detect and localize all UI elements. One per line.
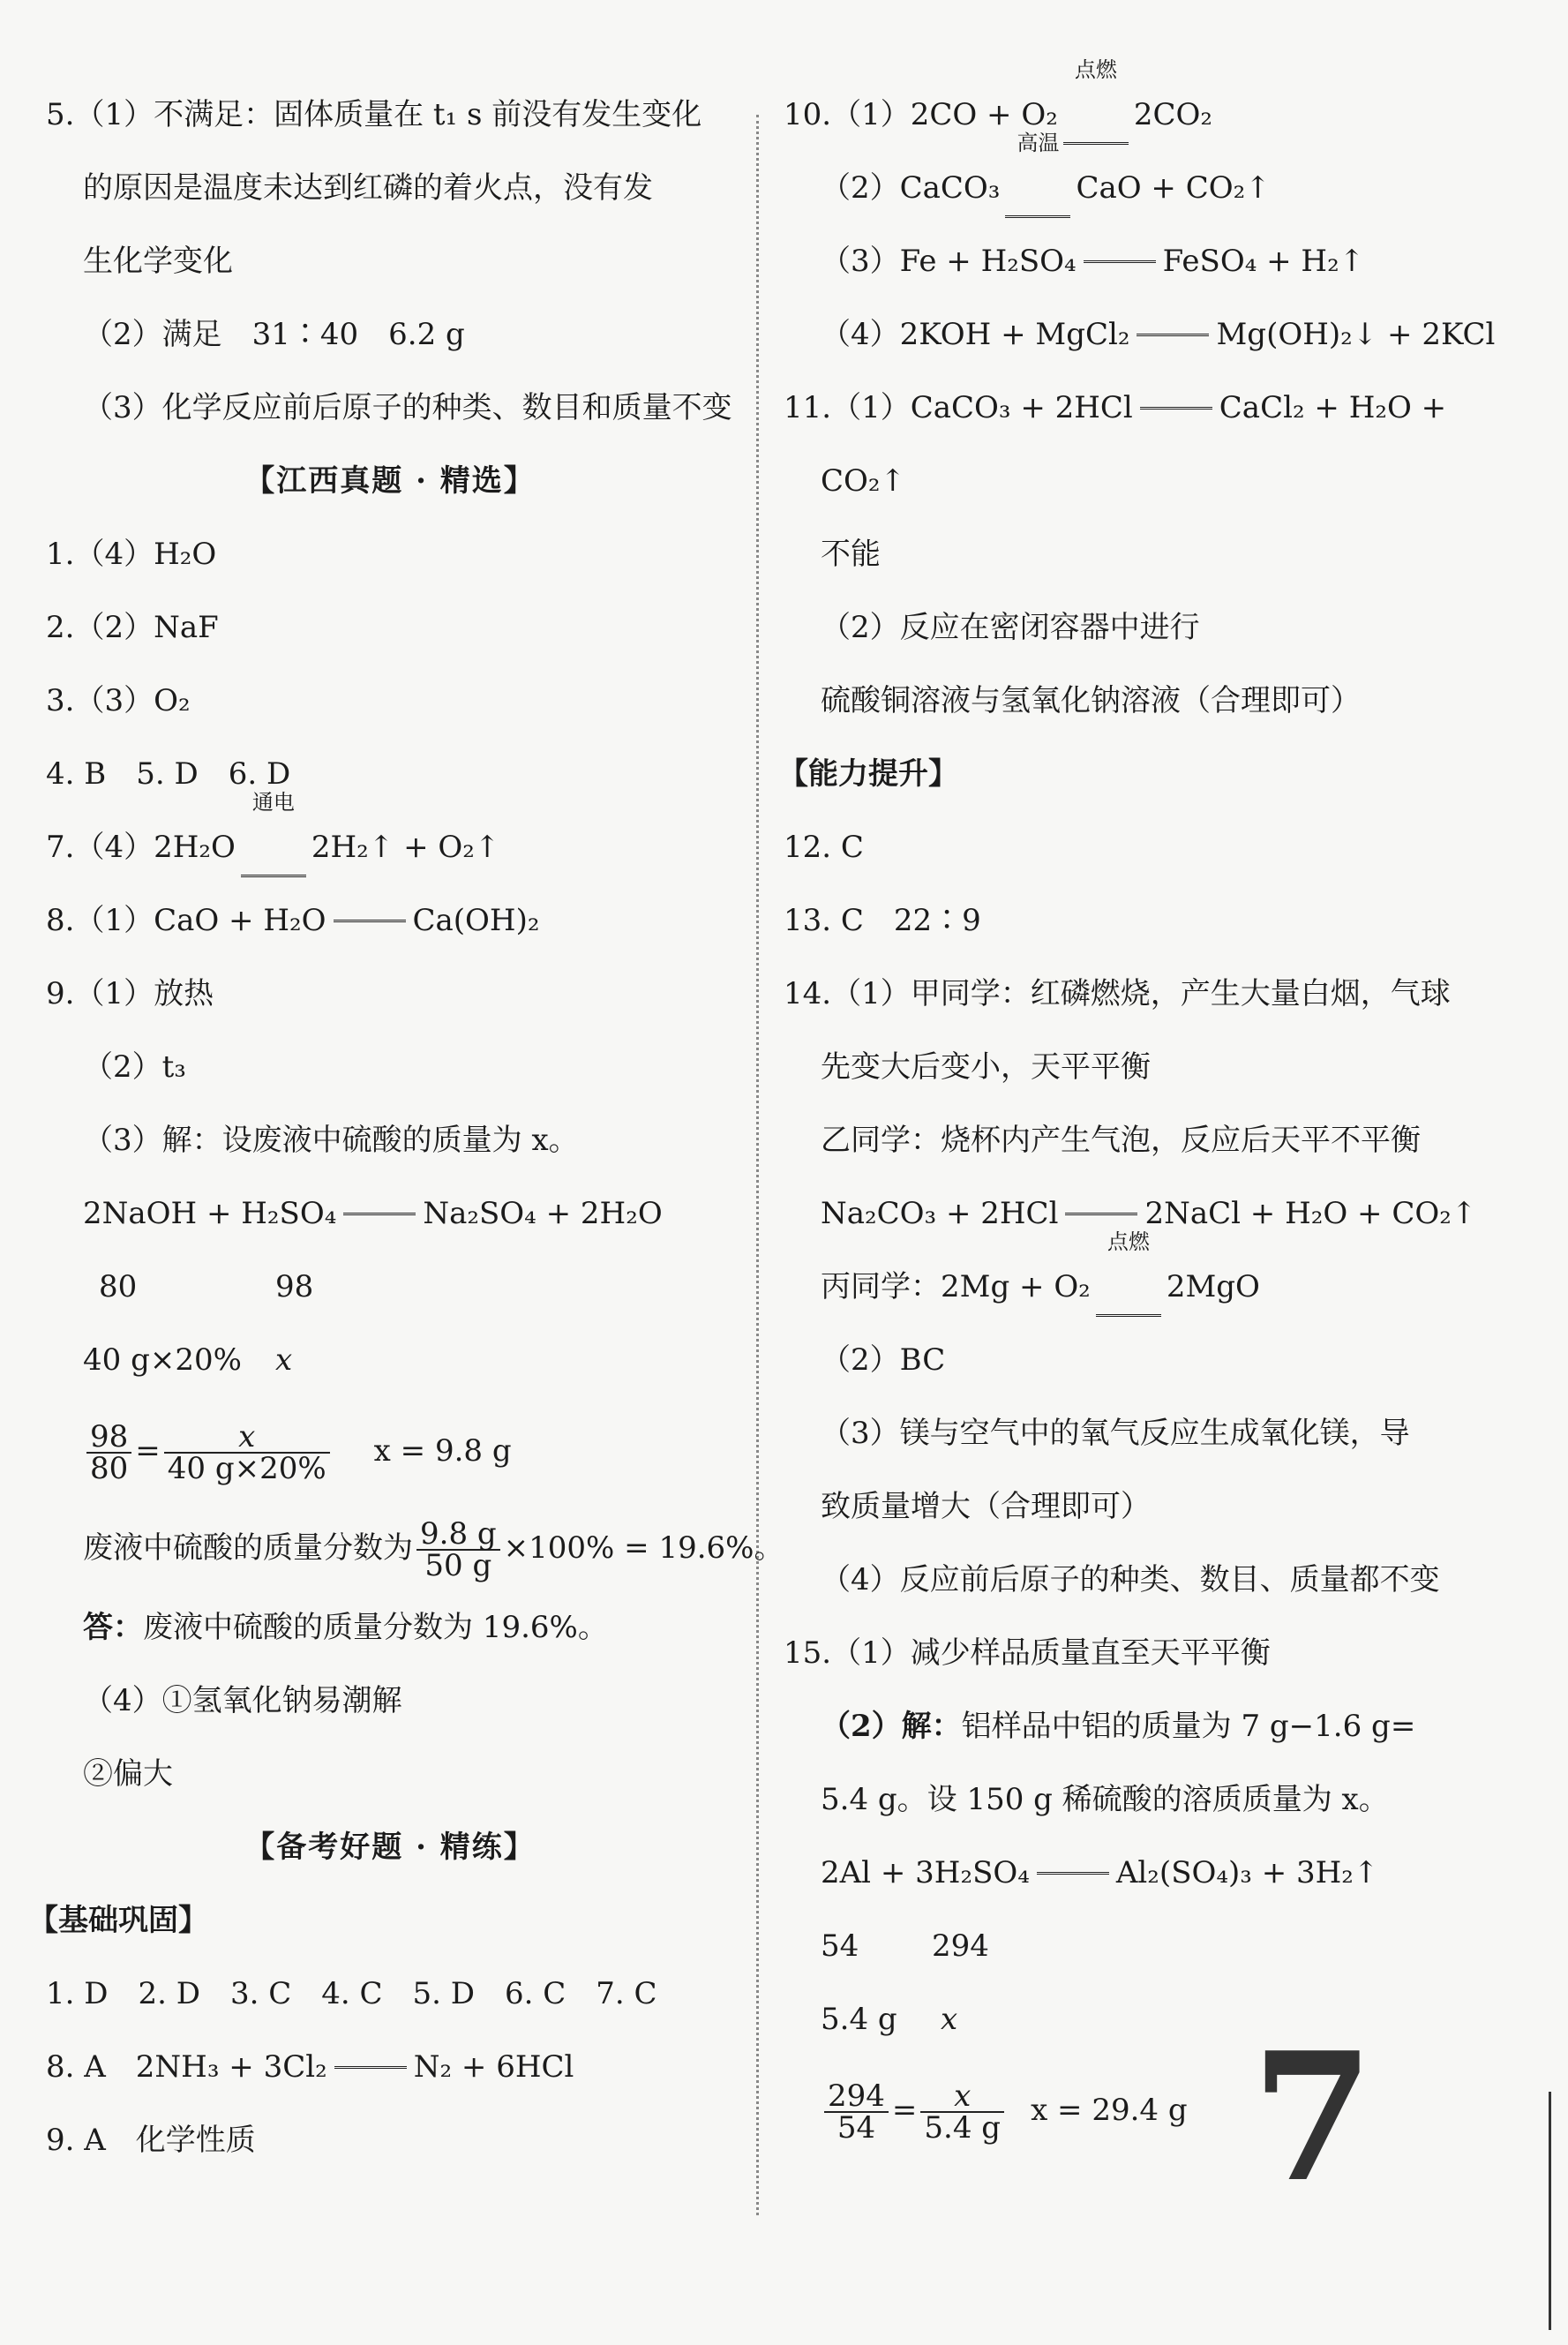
q14-bing-reactants: 丙同学：2Mg + O₂ <box>821 1269 1091 1304</box>
numerator: x <box>920 2081 1004 2113</box>
denominator: 50 g <box>424 1548 492 1583</box>
q14-part3-line2: 致质量增大（合理即可） <box>821 1489 1151 1524</box>
q1-answer: 1.（4）H₂O <box>46 537 217 572</box>
answer-label: 答： <box>83 1610 143 1645</box>
q15-reactants: 2Al + 3H₂SO₄ <box>821 1855 1030 1890</box>
q9-part2: （2）t₃ <box>83 1049 186 1085</box>
q5-part2: （2）满足 31∶40 6.2 g <box>83 317 465 352</box>
q10-2-reactants: （2）CaCO₃ <box>821 170 1001 206</box>
q9-equation <box>46 1187 734 1260</box>
q11-1-reactants: 11.（1）CaCO₃ + 2HCl <box>784 390 1133 425</box>
q1-7-answers: 1. D 2. D 3. C 4. C 5. D 6. C 7. C <box>46 1976 657 2011</box>
q9-proportion: $\frac{98}{80}$ = $\frac{x}{40 g\times 20\%}$ x = 9.8 g <box>46 1407 734 1504</box>
q14-bing-products: 2MgO <box>1166 1269 1260 1304</box>
q15-mass-h2so4: 294 <box>932 1928 989 1964</box>
section-heading-jiangxi: 【江西真题 · 精选】 <box>244 463 536 499</box>
q15-result: x = 29.4 g <box>1031 2093 1188 2128</box>
denominator: 5.4 g <box>924 2110 1002 2146</box>
fraction <box>920 2078 1004 2146</box>
q14-part4: （4）反应前后原子的种类、数目、质量都不变 <box>821 1562 1440 1597</box>
q14-part1-line1: 14.（1）甲同学：红磷燃烧，产生大量白烟，气球 <box>784 976 1451 1011</box>
page-edge-line <box>1549 2092 1551 2330</box>
q15-equation <box>784 1846 1481 1920</box>
q10-part2-equation <box>784 130 1481 235</box>
q9-mass-naoh: 80 <box>99 1269 138 1304</box>
q15-mass-al: 54 <box>821 1928 859 1964</box>
numerator: x <box>164 1422 330 1454</box>
reaction-condition-arrow <box>1063 56 1129 145</box>
q8b-equation <box>46 2041 734 2114</box>
q9-value-naoh: 40 g×20% <box>83 1342 242 1378</box>
right-column <box>778 56 1496 2163</box>
q15-value-al: 5.4 g <box>821 2002 897 2037</box>
q10-1-reactants: 10.（1）2CO + O₂ <box>784 97 1058 132</box>
q9-reactants: 2NaOH + H₂SO₄ <box>83 1196 337 1231</box>
q15-part2-text: 铝样品中铝的质量为 7 g−1.6 g= <box>961 1709 1416 1744</box>
q10-2-products: CaO + CO₂↑ <box>1076 170 1271 206</box>
q14-reactants: Na₂CO₃ + 2HCl <box>821 1196 1059 1231</box>
equals-arrow <box>1084 260 1156 263</box>
q15-value-x: x <box>941 2002 958 2037</box>
q5-part1-line1: 5.（1）不满足：固体质量在 t₁ s 前没有发生变化 <box>46 97 702 132</box>
fraction <box>824 2078 889 2146</box>
answer-text: 废液中硫酸的质量分数为 19.6%。 <box>143 1610 608 1645</box>
reaction-condition-arrow <box>1005 130 1070 218</box>
q5-part3: （3）化学反应前后原子的种类、数目和质量不变 <box>83 390 732 425</box>
q12-answer: 12. C <box>784 830 864 865</box>
q9-part3: （3）解：设废液中硫酸的质量为 x。 <box>83 1123 579 1158</box>
q11-part2: （2）反应在密闭容器中进行 <box>821 610 1200 645</box>
q11-part2-answer: 硫酸铜溶液与氢氧化钠溶液（合理即可） <box>821 683 1361 718</box>
q9-answer-statement <box>46 1601 734 1674</box>
q15-given-values <box>784 1993 1481 2066</box>
q9b-answer: 9. A 化学性质 <box>46 2123 256 2158</box>
equals-arrow <box>1037 1872 1109 1875</box>
numerator: 294 <box>824 2081 889 2113</box>
section-heading-nengli: 【能力提升】 <box>778 756 958 792</box>
denominator: 80 <box>90 1451 129 1486</box>
q9-mass-h2so4: 98 <box>275 1269 314 1304</box>
section-heading-jichu: 【基础巩固】 <box>28 1903 208 1938</box>
q9-value-x: x <box>275 1342 293 1378</box>
q15-part1: 15.（1）减少样品质量直至天平平衡 <box>784 1635 1271 1671</box>
q14-part2: （2）BC <box>821 1342 946 1378</box>
solution-label: （2）解： <box>821 1709 962 1744</box>
q7-products: 2H₂↑ + O₂↑ <box>311 830 500 865</box>
q8-reactants: 8.（1）CaO + H₂O <box>46 903 326 938</box>
q7-condition: 通电 <box>251 789 295 815</box>
q15-part2-line1 <box>784 1700 1481 1773</box>
equals-arrow <box>1137 334 1209 336</box>
q11-part1-equation <box>784 381 1481 455</box>
q11-part1-answer: 不能 <box>821 537 881 572</box>
q5-part1-line3: 生化学变化 <box>83 244 233 279</box>
q10-4-products: Mg(OH)₂↓ + 2KCl <box>1216 317 1496 352</box>
page-number: 7 <box>1251 2014 1375 2221</box>
denominator: 40 g×20% <box>167 1451 326 1486</box>
q9-given-values <box>46 1334 734 1407</box>
q9-result: x = 9.8 g <box>373 1433 512 1469</box>
q11-1-products: CaCl₂ + H₂O + <box>1219 390 1447 425</box>
q9-products: Na₂SO₄ + 2H₂O <box>423 1196 663 1231</box>
q7-reactants: 7.（4）2H₂O <box>46 830 236 865</box>
q8-products: Ca(OH)₂ <box>412 903 540 938</box>
q10-part4-equation <box>784 308 1496 381</box>
q14-part3-line1: （3）镁与空气中的氧气反应生成氧化镁，导 <box>821 1416 1410 1451</box>
q5-part1-line2: 的原因是温度未达到红磷的着火点，没有发 <box>83 170 653 206</box>
q9-part1: 9.（1）放热 <box>46 976 214 1011</box>
reaction-condition-arrow <box>1096 1229 1161 1317</box>
q8b-reactants: 8. A 2NH₃ + 3Cl₂ <box>46 2049 327 2085</box>
q15-part2-line2: 5.4 g。设 150 g 稀硫酸的溶质质量为 x。 <box>821 1782 1389 1817</box>
q8b-products: N₂ + 6HCl <box>413 2049 574 2085</box>
q14-bing-equation <box>784 1229 1481 1334</box>
q10-1-condition: 点燃 <box>1074 56 1117 82</box>
q15-proportion: $\frac{294}{54}$ = $\frac{x}{5.4 g}$ x = 29.4 g <box>784 2066 1481 2163</box>
fraction <box>416 1516 500 1583</box>
q9-molar-masses <box>46 1260 734 1334</box>
q10-2-condition: 高温 <box>1017 130 1060 155</box>
q10-part3-equation <box>784 235 1481 308</box>
q3-answer: 3.（3）O₂ <box>46 683 191 718</box>
equals-arrow <box>334 2066 407 2069</box>
q10-1-products: 2CO₂ <box>1133 97 1212 132</box>
equals-arrow <box>334 920 406 922</box>
equals-arrow <box>343 1213 416 1215</box>
reaction-condition-arrow <box>241 789 306 877</box>
fraction <box>164 1419 330 1486</box>
section-heading-beikao: 【备考好题 · 精练】 <box>244 1830 536 1865</box>
q15-molar-masses <box>784 1920 1481 1993</box>
q4-6-answers: 4. B 5. D 6. D <box>46 756 291 792</box>
fraction <box>86 1419 131 1486</box>
denominator: 54 <box>837 2110 876 2146</box>
q10-3-reactants: （3）Fe + H₂SO₄ <box>821 244 1077 279</box>
q15-products: Al₂(SO₄)₃ + 3H₂↑ <box>1115 1855 1379 1890</box>
q9-percentage <box>46 1504 784 1601</box>
q9-part4-b: ②偏大 <box>83 1756 173 1792</box>
column-divider <box>756 115 759 2215</box>
equals-arrow <box>1140 407 1212 410</box>
q10-part1-equation <box>784 56 1481 162</box>
numerator: 9.8 g <box>416 1519 500 1551</box>
q10-3-products: FeSO₄ + H₂↑ <box>1162 244 1365 279</box>
q7-equation <box>46 789 734 894</box>
q14-part1-line3: 乙同学：烧杯内产生气泡，反应后天平不平衡 <box>821 1123 1421 1158</box>
q14-part1-line2: 先变大后变小，天平平衡 <box>821 1049 1151 1085</box>
q14-bing-condition: 点燃 <box>1107 1229 1150 1254</box>
q2-answer: 2.（2）NaF <box>46 610 219 645</box>
q9-percentage-result: ×100% = 19.6%。 <box>503 1530 784 1566</box>
numerator: 98 <box>86 1422 131 1454</box>
q10-4-reactants: （4）2KOH + MgCl₂ <box>821 317 1130 352</box>
equals-arrow <box>1065 1213 1137 1215</box>
q11-part1-continued: CO₂↑ <box>821 463 906 499</box>
q8-equation <box>46 894 734 967</box>
left-column <box>28 88 784 2187</box>
q14-products: 2NaCl + H₂O + CO₂↑ <box>1144 1196 1477 1231</box>
q9-percentage-label: 废液中硫酸的质量分数为 <box>83 1530 413 1566</box>
q9-part4-a: （4）①氢氧化钠易潮解 <box>83 1683 402 1718</box>
q13-answer: 13. C 22∶9 <box>784 903 981 938</box>
